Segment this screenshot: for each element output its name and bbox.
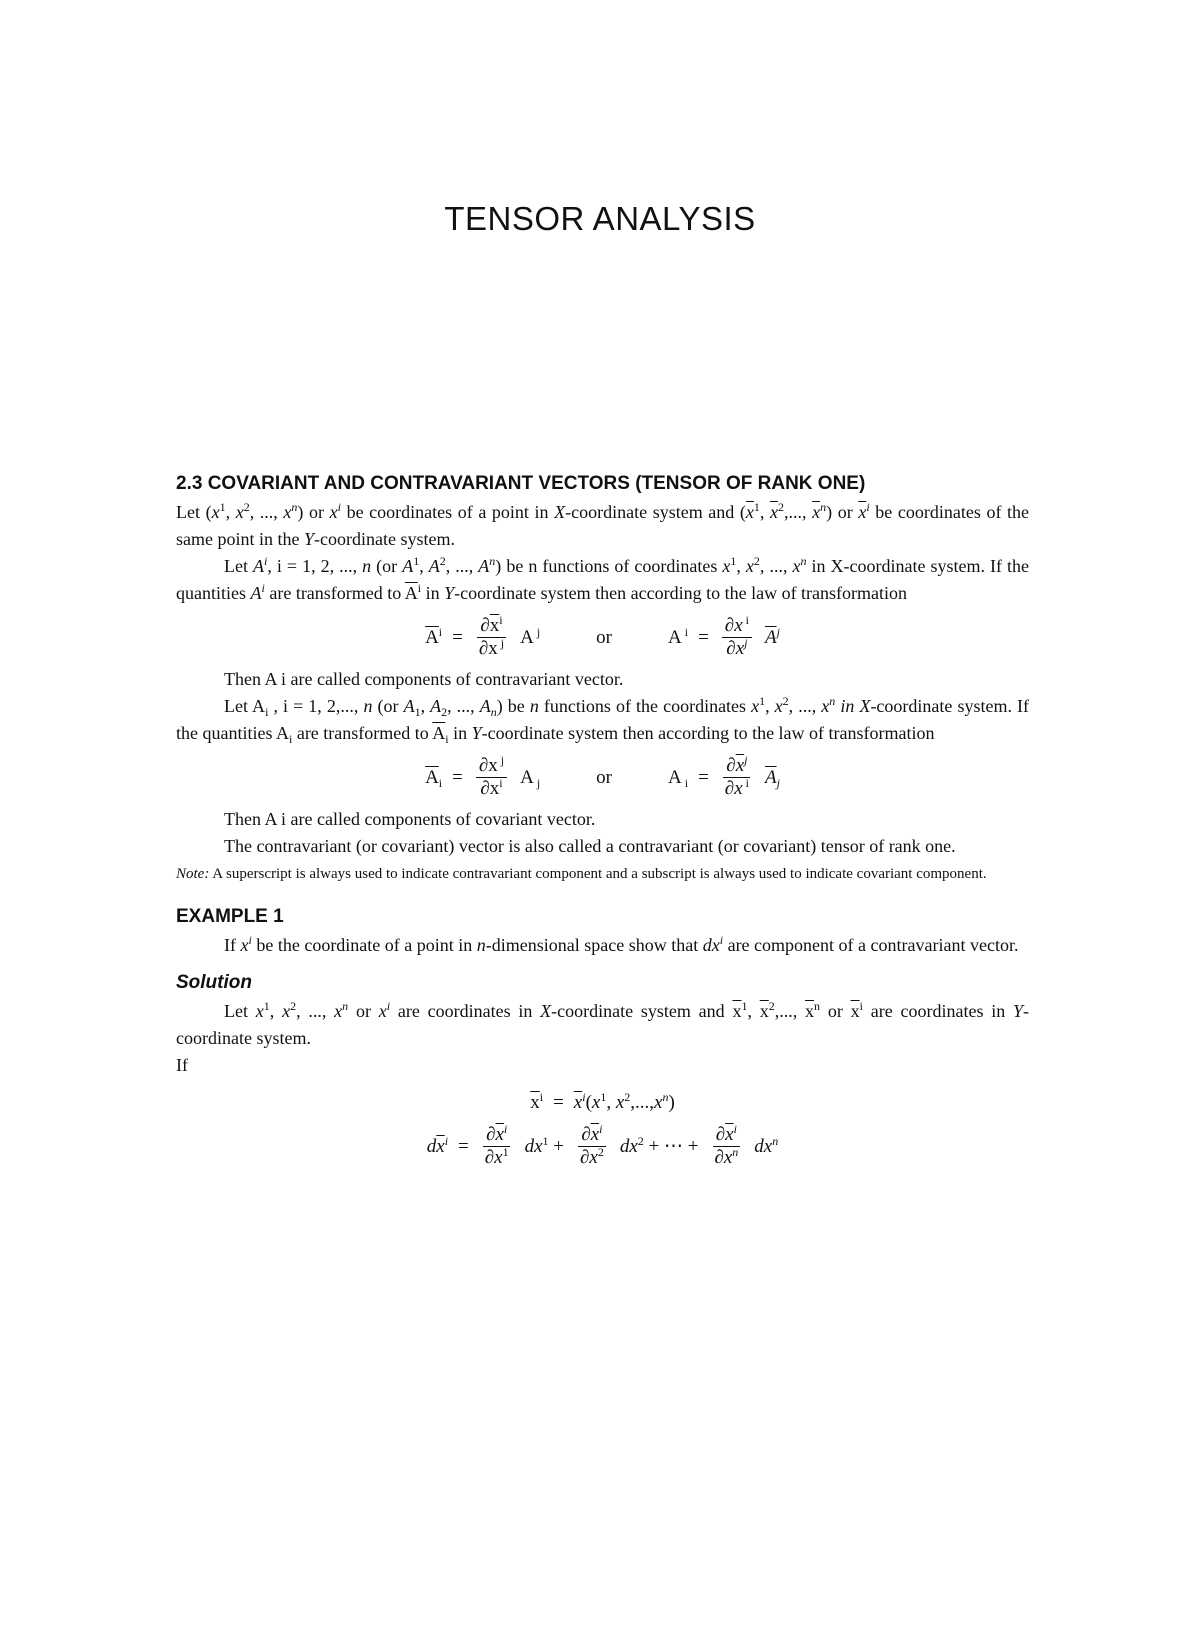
note-label: Note:	[176, 866, 210, 882]
section-heading: 2.3 COVARIANT AND CONTRAVARIANT VECTORS (TENSOR OF RANK ONE)	[176, 473, 866, 494]
solution-heading: Solution	[176, 972, 252, 993]
equation-contravariant-transformation: $\overline{A}^i$ = $\frac{\partial\overline{x}^i}{\partial x ^j}$ A $^j$ or A $^i$ = $\frac{\partial x ^i}{\partial\overline{x}^j}$ $\overline{A}^j$	[425, 613, 780, 659]
equation-covariant-transformation: $\overline{A}_i$ = $\frac{\partial x ^j}{\partial\overline{x}^i}$ A $_j$ or A $_i$ = $\frac{\partial\overline{x}^j}{\partial x ^i}$ $\overline{A}_j$	[425, 753, 780, 799]
or-label: or	[596, 627, 612, 648]
paragraph-covariant-conclusion: Then A i are called components of covariant vector.	[224, 809, 596, 829]
note	[176, 864, 1029, 885]
paragraph-coordinates: Let ($x^1$, $x^2$, ..., $x^n$) or $x^i$ be coordinates of a point in X-coordinate system and ($\overline{x}^1$, $\overline{x}^2$,..., $\overline{x}^n$) or $\overline{x}^i$ be coordinates of the same point in the Y-coordinate system.	[176, 500, 1030, 549]
solution-statement: Let $x^1$, $x^2$, ..., $x^n$ or $x^i$ are coordinates in X-coordinate system and $\overline{x}^1$, $\overline{x}^2$,..., $\overline{x}^n$ or $\overline{x}^i$ are coordinates in Y-coordinate system.	[176, 999, 1030, 1048]
example-statement: If $x^i$ be the coordinate of a point in n-dimensional space show that $dx^i$ are component of a contravariant vector.	[224, 933, 1019, 955]
note-text: A superscript is always used to indicate contravariant component and a subscript is always used to indicate covariant component.	[209, 866, 987, 882]
or-label: or	[596, 767, 612, 788]
paragraph-rank-one: The contravariant (or covariant) vector is also called a contravariant (or covariant) tensor of rank one.	[224, 836, 956, 856]
paragraph-contravariant-def: Let $A^i$, i = 1, 2, ..., n (or $A^1$, $A^2$, ..., $A^n$) be n functions of coordinates $x^1$, $x^2$, ..., $x^n$ in X-coordinate system. If the quantities $A^i$ are transformed to $\overline{A}^i$ in Y-coordinate system then according to the law of transformation	[176, 554, 1030, 603]
example-heading: EXAMPLE 1	[176, 906, 284, 927]
paragraph-contravariant-conclusion: Then A i are called components of contravariant vector.	[224, 669, 624, 689]
main-content	[176, 470, 1029, 1175]
page-title: TENSOR ANALYSIS	[444, 200, 756, 237]
equation-total-differential: $d\overline{x}^i$ = $\frac{\partial\overline{x}^i}{\partial x^1}$ $dx^1$ + $\frac{\partial\overline{x}^i}{\partial x^2}$ $dx^2$ + ⋯ + $\frac{\partial\overline{x}^i}{\partial x^n}$ $dx^n$	[426, 1122, 779, 1168]
if-label: If	[176, 1055, 188, 1075]
equation-coordinate-function: $\overline{x}^i$ = $\overline{x}^i(x^1$, $x^2,...,x^n$)	[530, 1090, 675, 1113]
paragraph-covariant-def: Let $A_i$ , i = 1, 2,..., n (or $A_1$, $A_2$, ..., $A_n$) be n functions of the coordinates $x^1$, $x^2$, ..., $x^n$ in X-coordinate system. If the quantities $A_i$ are transformed to $\overline{A}_i$ in Y-coordinate system then according to the law of transformation	[176, 694, 1030, 746]
